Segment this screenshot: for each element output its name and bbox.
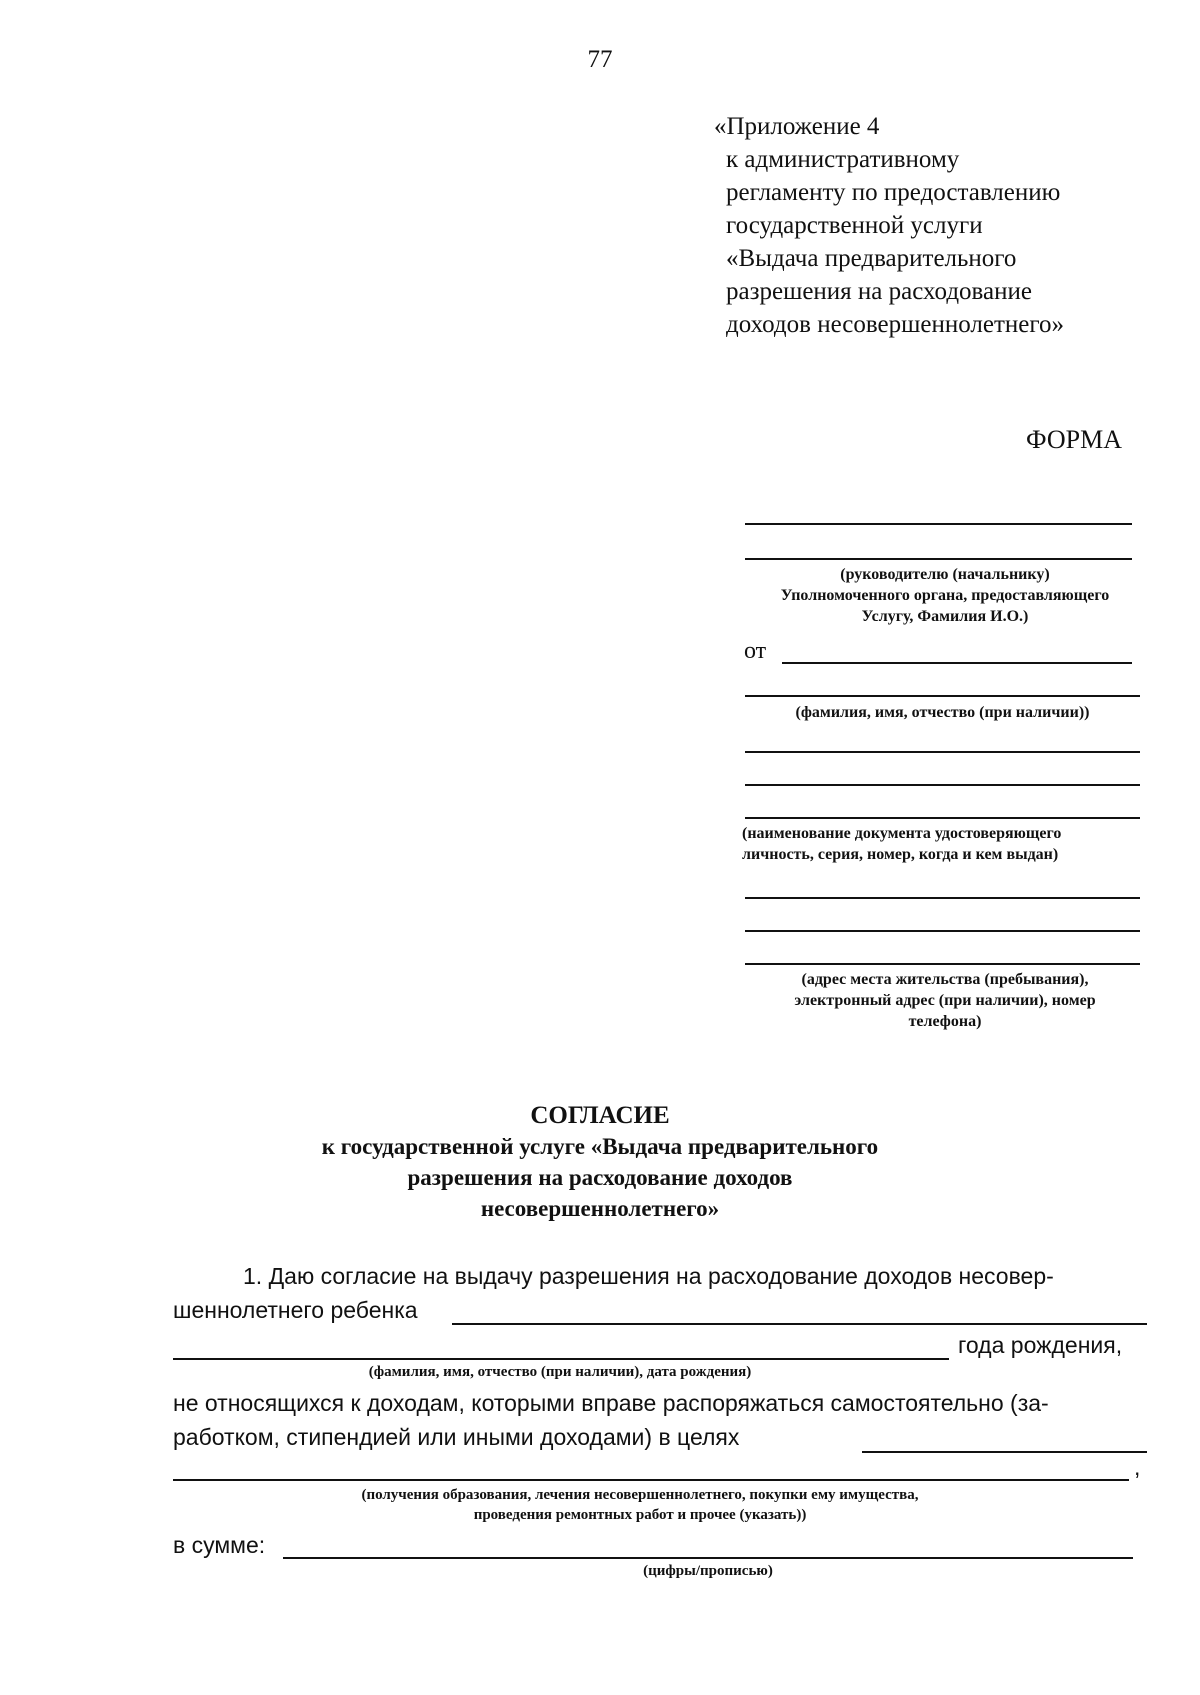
- caption-line: Уполномоченного органа, предоставляющего: [780, 587, 1110, 604]
- paragraph-1-line-2: шеннолетнего ребенка: [173, 1297, 418, 1323]
- child-field-line[interactable]: [452, 1323, 1147, 1325]
- addressee-caption: [745, 564, 1145, 627]
- paragraph-line-4: работком, стипендией или иными доходами) в целях: [173, 1424, 740, 1450]
- consent-title: [0, 1100, 1200, 1224]
- birth-label: года рождения,: [958, 1332, 1123, 1358]
- document-field-line[interactable]: [745, 817, 1140, 819]
- appendix-line: государственной услуги: [726, 212, 983, 239]
- caption-line: (адрес места жительства (пребывания),: [801, 971, 1089, 988]
- caption-line: (наименование документа удостоверяющего: [742, 825, 1062, 842]
- caption-line: (руководителю (начальнику): [840, 566, 1050, 583]
- sum-label: в сумме:: [173, 1532, 266, 1558]
- purpose-caption: [170, 1485, 1110, 1525]
- title-line: к государственной услуге «Выдача предварительного: [321, 1134, 879, 1159]
- name-caption: (фамилия, имя, отчество (при наличии)): [795, 704, 1090, 721]
- purpose-field-line-2[interactable]: [173, 1479, 1129, 1481]
- child-caption: (фамилия, имя, отчество (при наличии), дата рождения): [368, 1364, 752, 1380]
- title-line: несовершеннолетнего»: [480, 1196, 720, 1221]
- caption-line: электронный адрес (при наличии), номер: [794, 992, 1096, 1009]
- purpose-comma: ,: [1134, 1454, 1141, 1480]
- paragraph-1-line-1: 1. Даю согласие на выдачу разрешения на расходование доходов несовер-: [243, 1263, 1054, 1289]
- appendix-line: регламенту по предоставлению: [726, 179, 1061, 206]
- sum-caption: (цифры/прописью): [643, 1563, 773, 1579]
- appendix-note: [714, 110, 1176, 341]
- caption-line: проведения ремонтных работ и прочее (указать)): [473, 1507, 807, 1523]
- document-caption: [742, 823, 1142, 865]
- from-label: от: [744, 638, 767, 664]
- address-caption: [745, 969, 1145, 1032]
- addressee-field-line[interactable]: [745, 523, 1132, 525]
- caption-line: личность, серия, номер, когда и кем выдан): [742, 846, 1059, 863]
- addressee-field-line[interactable]: [745, 558, 1132, 560]
- caption-line: телефона): [908, 1013, 982, 1030]
- caption-line: Услугу, Фамилия И.О.): [861, 608, 1029, 625]
- address-field-line[interactable]: [745, 897, 1140, 899]
- appendix-line: разрешения на расходование: [726, 278, 1032, 305]
- page-number: 77: [587, 46, 613, 73]
- appendix-line: «Выдача предварительного: [726, 245, 1017, 272]
- address-field-line[interactable]: [745, 930, 1140, 932]
- title-main: СОГЛАСИЕ: [530, 1102, 670, 1129]
- sum-field-line[interactable]: [283, 1557, 1133, 1559]
- child-field-line-2[interactable]: [173, 1358, 949, 1360]
- form-label: ФОРМА: [1026, 425, 1122, 454]
- appendix-line: к административному: [726, 146, 960, 173]
- name-field-line[interactable]: [745, 695, 1140, 697]
- title-line: разрешения на расходование доходов: [407, 1165, 793, 1190]
- document-field-line[interactable]: [745, 784, 1140, 786]
- appendix-line: доходов несовершеннолетнего»: [726, 311, 1065, 338]
- appendix-line: «Приложение 4: [714, 113, 880, 140]
- paragraph-line-3: не относящихся к доходам, которыми вправе распоряжаться самостоятельно (за-: [173, 1390, 1049, 1416]
- purpose-field-line[interactable]: [862, 1451, 1147, 1453]
- address-field-line[interactable]: [745, 963, 1140, 965]
- document-field-line[interactable]: [745, 751, 1140, 753]
- from-field-line[interactable]: [782, 662, 1132, 664]
- caption-line: (получения образования, лечения несовершеннолетнего, покупки ему имущества,: [361, 1487, 919, 1503]
